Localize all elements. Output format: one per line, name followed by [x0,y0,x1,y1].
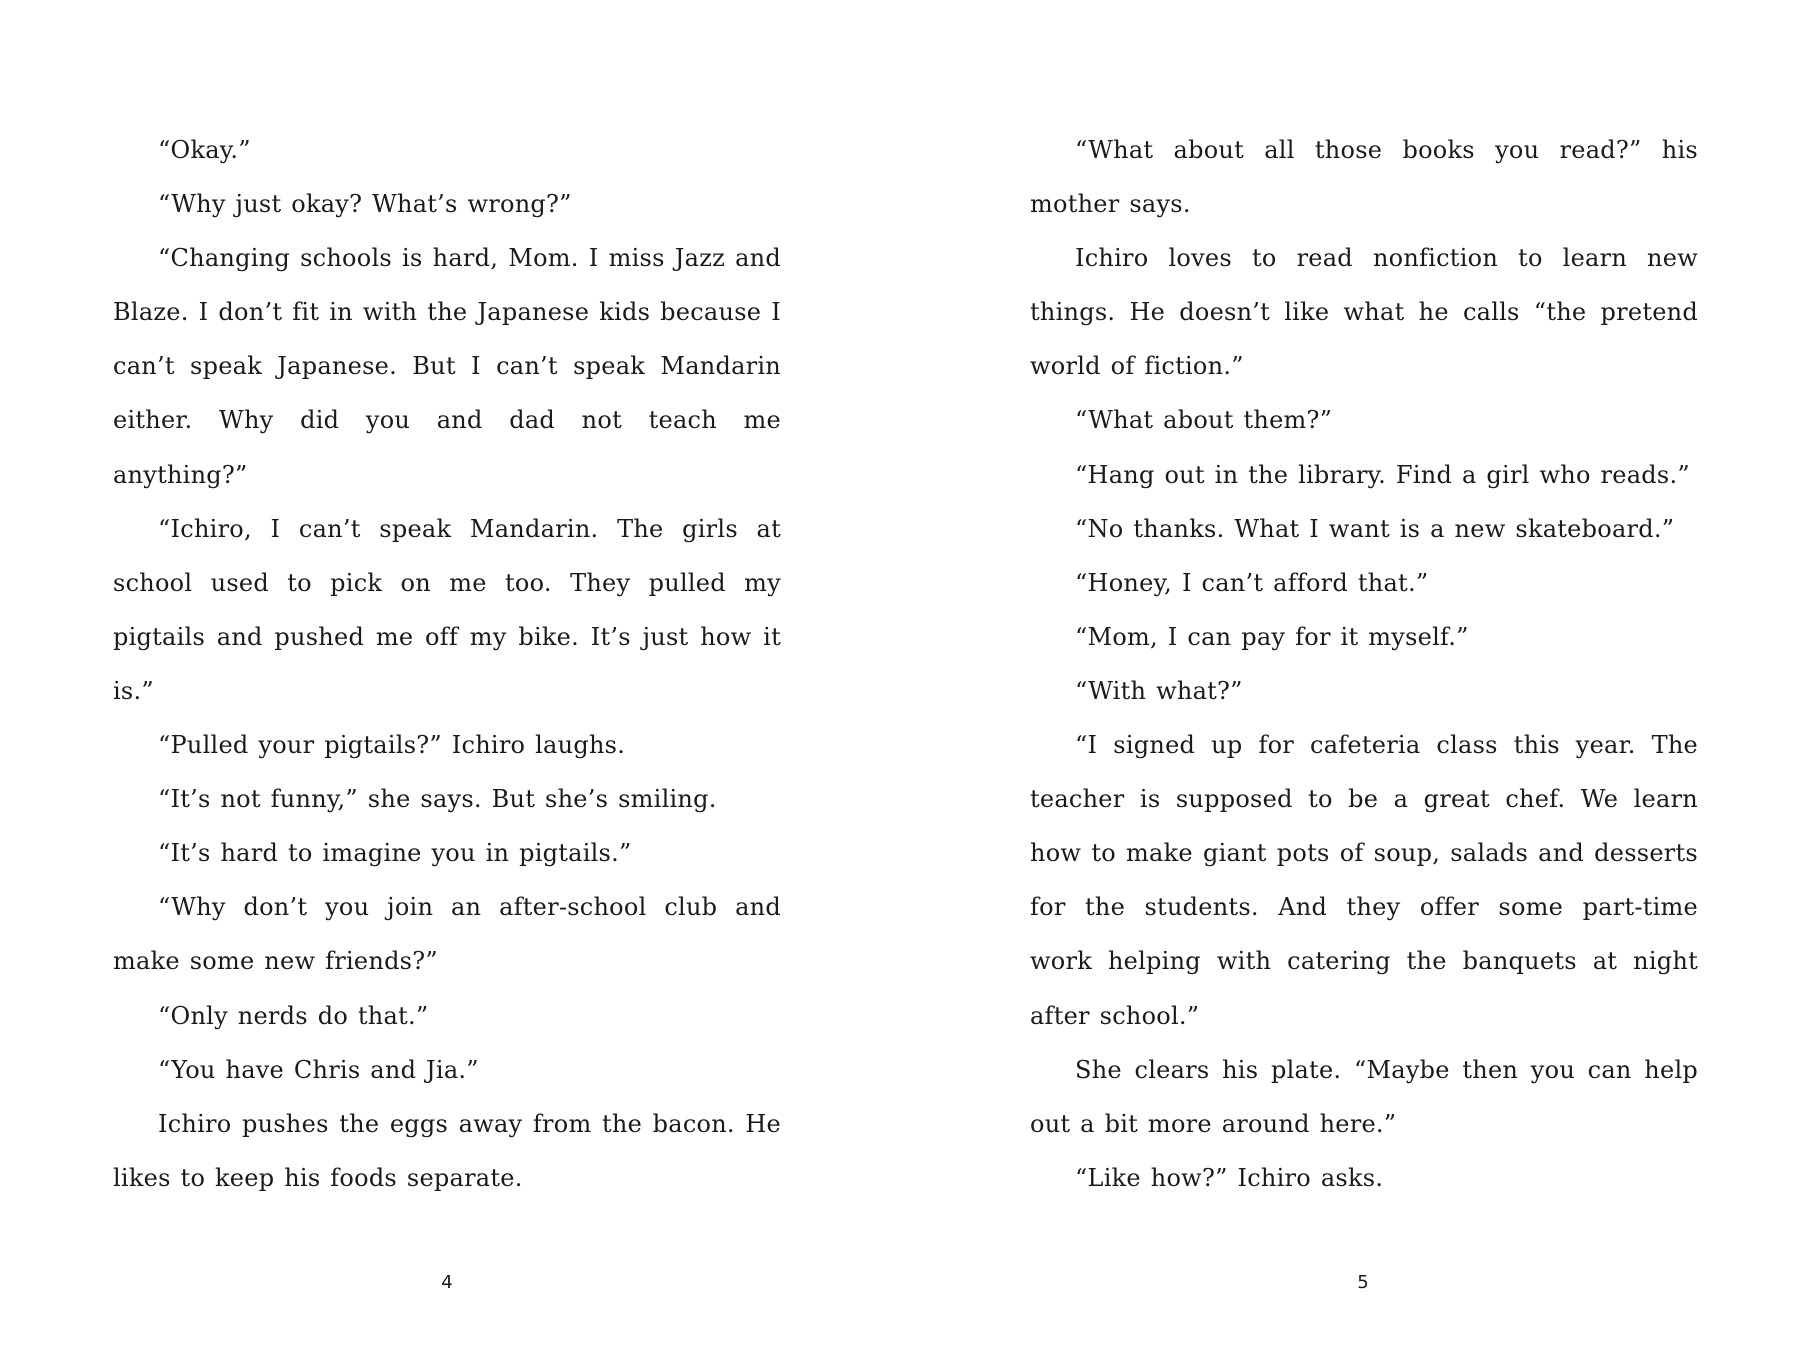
paragraph: Ichiro loves to read nonfiction to learn new things. He doesn’t like what he calls “the pretend world of fiction.” [1030,244,1698,381]
paragraph: “Mom, I can pay for it myself.” [1075,622,1469,651]
paragraph: “Okay.” [158,136,251,164]
paragraph: “Ichiro, I can’t speak Mandarin. The girls at school used to pick on me too. They pulled my pigtails and pushed me off my bike. It’s just how it is.” [113,514,781,705]
page-number-right: 5 [1357,1272,1369,1293]
paragraph: “Like how?” Ichiro asks. [1075,1163,1384,1192]
paragraph: “With what?” [1075,676,1243,705]
paragraph: “What about all those books you read?” his mother says. [1030,136,1698,219]
paragraph: “No thanks. What I want is a new skateboard.” [1075,514,1675,543]
page-number-left: 4 [441,1272,453,1293]
paragraph: “Hang out in the library. Find a girl who reads.” [1075,460,1690,489]
paragraph: “Why don’t you join an after-school club and make some new friends?” [113,893,781,976]
paragraph: “Only nerds do that.” [158,1001,429,1030]
paragraph: She clears his plate. “Maybe then you can help out a bit more around here.” [1030,1055,1698,1138]
left-page-text [113,123,781,1205]
paragraph: “I signed up for cafeteria class this year. The teacher is supposed to be a great chef. We learn how to make giant pots of soup, salads and desserts for the students. And they offer some part-time work helping with catering the banquets at night after school.” [1030,731,1698,1030]
paragraph: “Changing schools is hard, Mom. I miss Jazz and Blaze. I don’t fit in with the Japanese kids because I can’t speak Japanese. But I can’t speak Mandarin either. Why did you and dad not teach me anything?” [113,244,781,489]
paragraph: “Pulled your pigtails?” Ichiro laughs. [158,731,626,760]
paragraph: “Why just okay? What’s wrong?” [158,190,572,219]
paragraph: “What about them?” [1075,406,1333,435]
right-page [900,0,1800,1350]
paragraph: Ichiro pushes the eggs away from the bacon. He likes to keep his foods separate. [113,1109,781,1192]
paragraph: “You have Chris and Jia.” [158,1055,479,1084]
paragraph: “It’s hard to imagine you in pigtails.” [158,839,632,868]
right-page-text [1030,123,1698,1205]
paragraph: “Honey, I can’t afford that.” [1075,568,1429,597]
paragraph: “It’s not funny,” she says. But she’s smiling. [158,785,717,814]
